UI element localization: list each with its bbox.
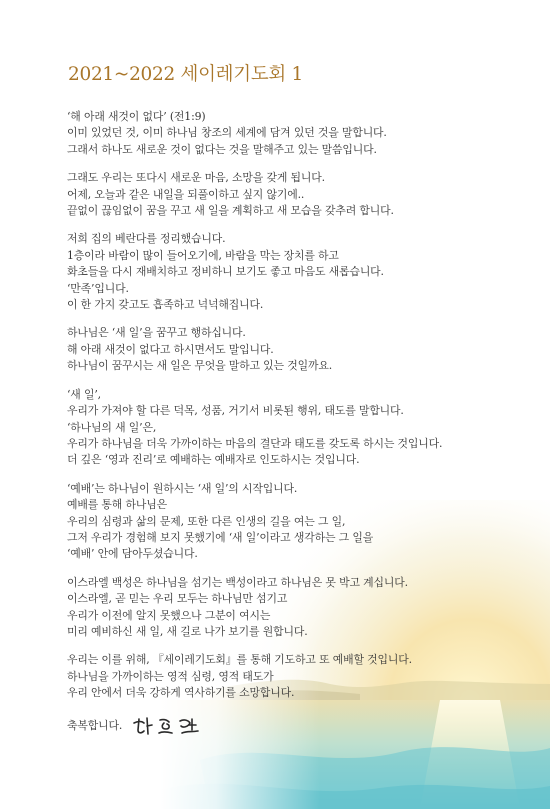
paragraph-7: [67, 575, 537, 641]
paragraph-2: [67, 170, 537, 219]
closing-line: [67, 714, 537, 740]
text-line: 하나님을 가까이하는 영적 심령, 영적 태도가: [67, 669, 274, 683]
paragraph-6: [67, 481, 537, 563]
text-line: ‘하나님의 새 일’은,: [67, 420, 157, 434]
text-line: 1층이라 바람이 많이 들어오기에, 바람을 막는 장치를 하고: [67, 248, 339, 262]
text-line: 우리가 이전에 알지 못했으나 그분이 여시는: [67, 608, 271, 622]
letter-body: [67, 109, 537, 740]
text-line: 그래도 우리는 또다시 새로운 마음, 소망을 갖게 됩니다.: [67, 171, 325, 185]
text-line: 화초들을 다시 재배치하고 정비하니 보기도 좋고 마음도 새롭습니다.: [67, 265, 384, 279]
text-line: 끝없이 끊임없이 꿈을 꾸고 새 일을 계획하고 새 모습을 갖추려 합니다.: [67, 204, 394, 218]
text-line: 우리가 가져야 할 다른 덕목, 성품, 거기서 비롯된 행위, 태도를 말합니다.: [67, 404, 404, 418]
text-line: 그저 우리가 경험해 보지 못했기에 ‘새 일’이라고 생각하는 그 일을: [67, 530, 374, 544]
text-line: 이 한 가지 갖고도 흡족하고 넉넉해집니다.: [67, 298, 264, 312]
paragraph-list: [67, 109, 537, 702]
text-line: 그래서 하나도 새로운 것이 없다는 것을 말해주고 있는 말씀입니다.: [67, 142, 377, 156]
paragraph-5: [67, 387, 537, 469]
text-line: 우리의 심령과 삶의 문제, 또한 다른 인생의 길을 여는 그 일,: [67, 514, 346, 528]
text-line: 이스라엘, 곧 믿는 우리 모두는 하나님만 섬기고: [67, 592, 288, 606]
handwritten-signature: [130, 714, 204, 740]
text-line: 하나님이 꿈꾸시는 새 일은 무엇을 말하고 있는 것일까요.: [67, 359, 333, 373]
text-line: 더 깊은 ‘영과 진리’로 예배하는 예배자로 인도하시는 것입니다.: [67, 453, 360, 467]
text-line: 저희 집의 베란다를 정리했습니다.: [67, 232, 226, 246]
paragraph-4: [67, 325, 537, 374]
text-line: ‘만족’입니다.: [67, 281, 129, 295]
text-line: ‘새 일’,: [67, 387, 101, 401]
text-line: 이미 있었던 것, 이미 하나님 창조의 세계에 담겨 있던 것을 말합니다.: [67, 126, 387, 140]
text-line: 예배를 통해 하나님은: [67, 498, 167, 512]
text-line: 우리는 이를 위해, 『세이레기도회』를 통해 기도하고 또 예배할 것입니다.: [67, 653, 412, 667]
text-line: 해 아래 새것이 없다고 하시면서도 말입니다.: [67, 342, 274, 356]
text-line: 미리 예비하신 새 일, 새 길로 나가 보기를 원합니다.: [67, 624, 308, 638]
text-line: 우리가 하나님을 더욱 가까이하는 마음의 결단과 태도를 갖도록 하시는 것입니다.: [67, 436, 443, 450]
paragraph-3: [67, 231, 537, 313]
closing-text: 축복합니다.: [67, 719, 123, 733]
text-line: 어제, 오늘과 같은 내일을 되풀이하고 싶지 않기에..: [67, 187, 305, 201]
text-line: ‘해 아래 새것이 없다’ (전1:9): [67, 110, 206, 123]
text-line: ‘예배’ 안에 담아두셨습니다.: [67, 547, 198, 561]
page-title: 2021~2022 세이레기도회 1: [68, 64, 304, 85]
text-line: 하나님은 ‘새 일’을 꿈꾸고 행하십니다.: [67, 326, 246, 340]
paragraph-1: [67, 109, 537, 158]
text-line: ‘예배’는 하나님이 원하시는 ‘새 일’의 시작입니다.: [67, 481, 298, 495]
text-line: 우리 안에서 더욱 강하게 역사하기를 소망합니다.: [67, 686, 295, 700]
paragraph-8: [67, 652, 537, 701]
text-line: 이스라엘 백성은 하나님을 섬기는 백성이라고 하나님은 못 박고 계십니다.: [67, 575, 408, 589]
